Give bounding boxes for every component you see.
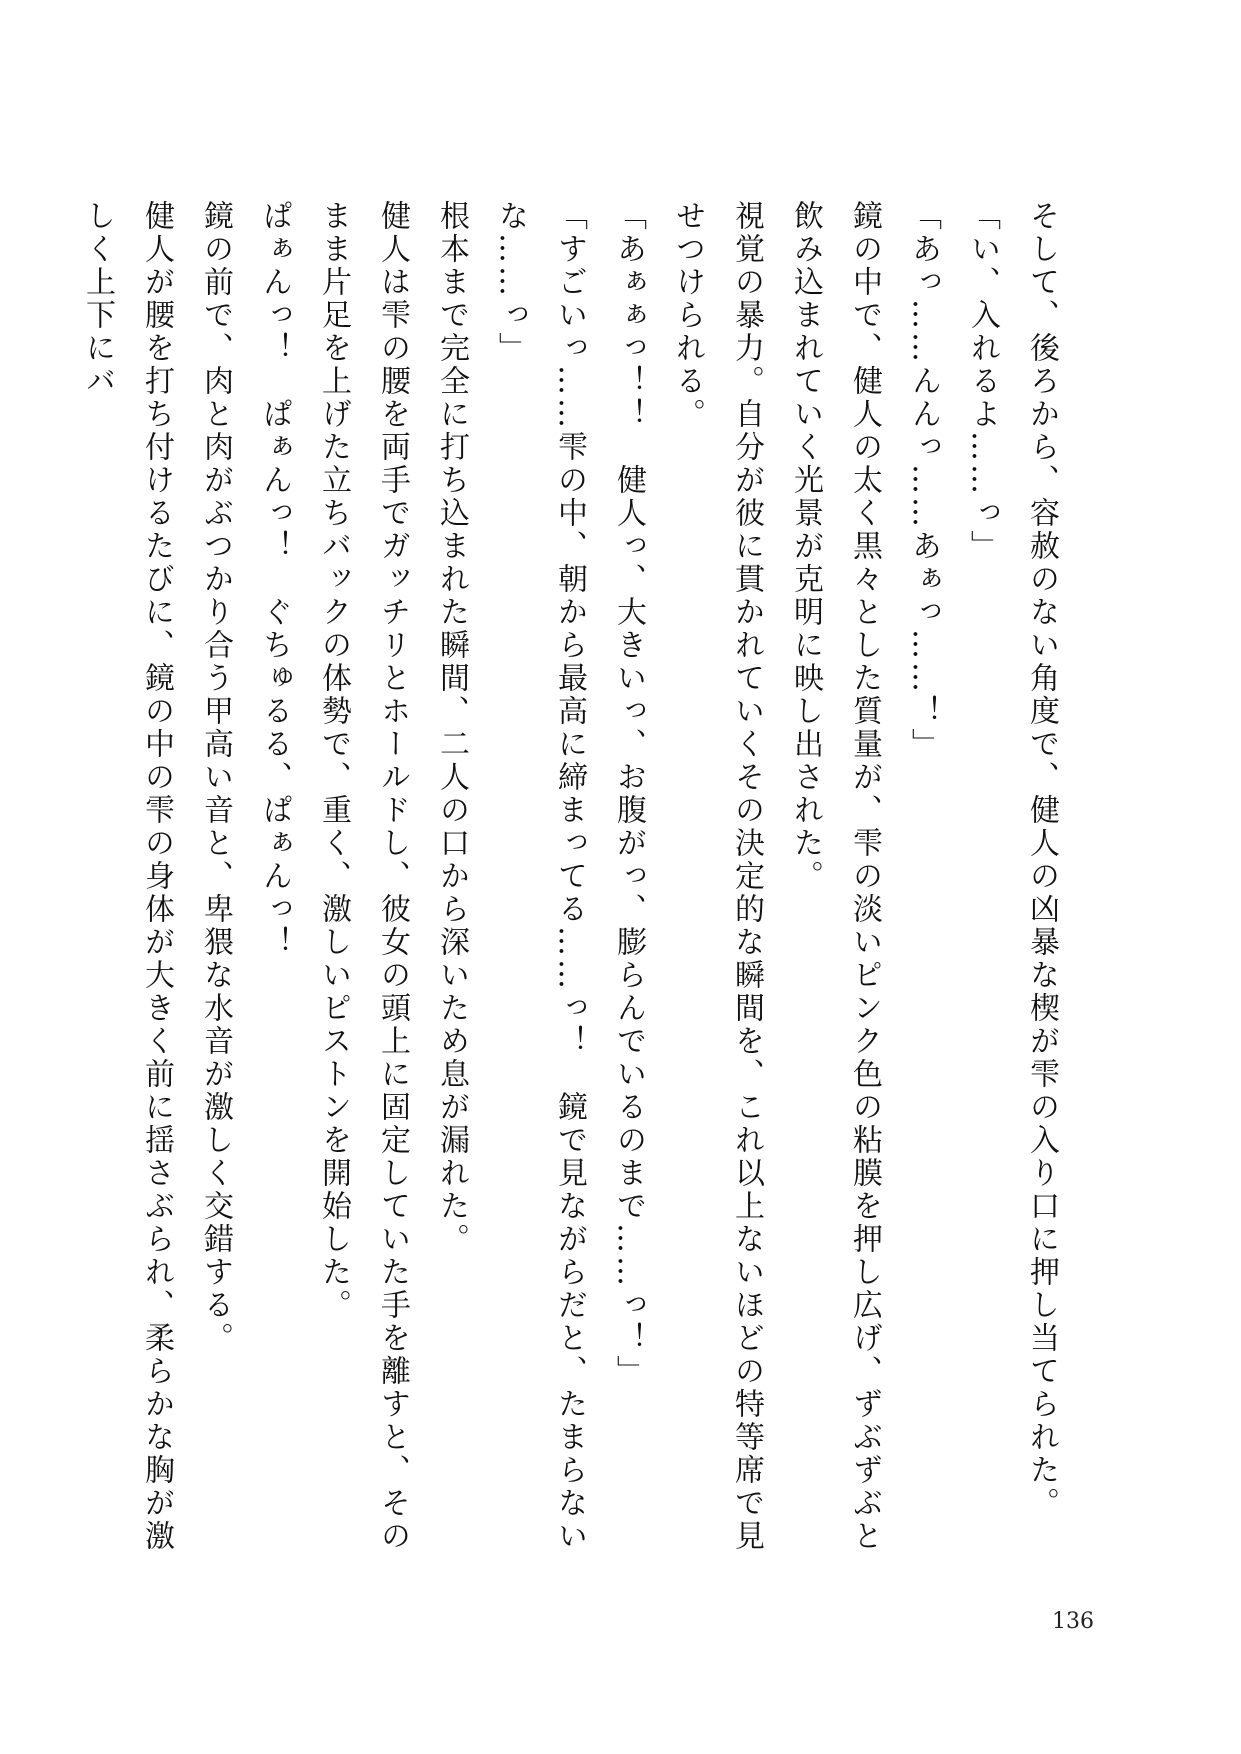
paragraph: 視覚の暴力。自分が彼に貫かれていくその決定的な瞬間を、これ以上ないほどの特等席で見せつけられる。 bbox=[670, 200, 764, 1553]
paragraph: 「あっ……んんっ……あぁっ……！」 bbox=[906, 200, 941, 761]
page-number: 136 bbox=[1052, 1609, 1094, 1634]
paragraph: 健人は雫の腰を両手でガッチリとホールドし、彼女の頭上に固定していた手を離すと、そのまま片足を上げた立ちバックの体勢で、重く、激しいピストンを開始した。 bbox=[316, 200, 410, 1553]
paragraph: 「あぁぁっ！！ 健人っ、大きいっ、お腹がっ、膨らんでいるのまで……っ！」 bbox=[611, 200, 646, 1388]
paragraph: ぱぁんっ！ ぱぁんっ！ ぐちゅるる、ぱぁんっ！ bbox=[257, 200, 292, 959]
paragraph: 鏡の前で、肉と肉がぶつかり合う甲高い音と、卑猥な水音が激しく交錯する。 bbox=[198, 200, 233, 1355]
vertical-text-body bbox=[68, 200, 1071, 1580]
paragraph: そして、後ろから、容赦のない角度で、健人の凶暴な楔が雫の入り口に押し当てられた。 bbox=[1024, 200, 1059, 1520]
paragraph: 「すごいっ……雫の中、朝から最高に締まってる……っ！ 鏡で見ながらだと、たまらないな……っ」 bbox=[493, 200, 587, 1553]
paragraph: 「い、入れるよ……っ」 bbox=[965, 200, 1000, 563]
paragraph: 健人が腰を打ち付けるたびに、鏡の中の雫の身体が大きく前に揺さぶられ、柔らかな胸が激しく上下にバ bbox=[80, 200, 174, 1553]
paragraph: 鏡の中で、健人の太く黒々とした質量が、雫の淡いピンク色の粘膜を押し広げ、ずぶずぶと飲み込まれていく光景が克明に映し出された。 bbox=[788, 200, 882, 1553]
paragraph: 根本まで完全に打ち込まれた瞬間、二人の口から深いため息が漏れた。 bbox=[434, 200, 469, 1256]
